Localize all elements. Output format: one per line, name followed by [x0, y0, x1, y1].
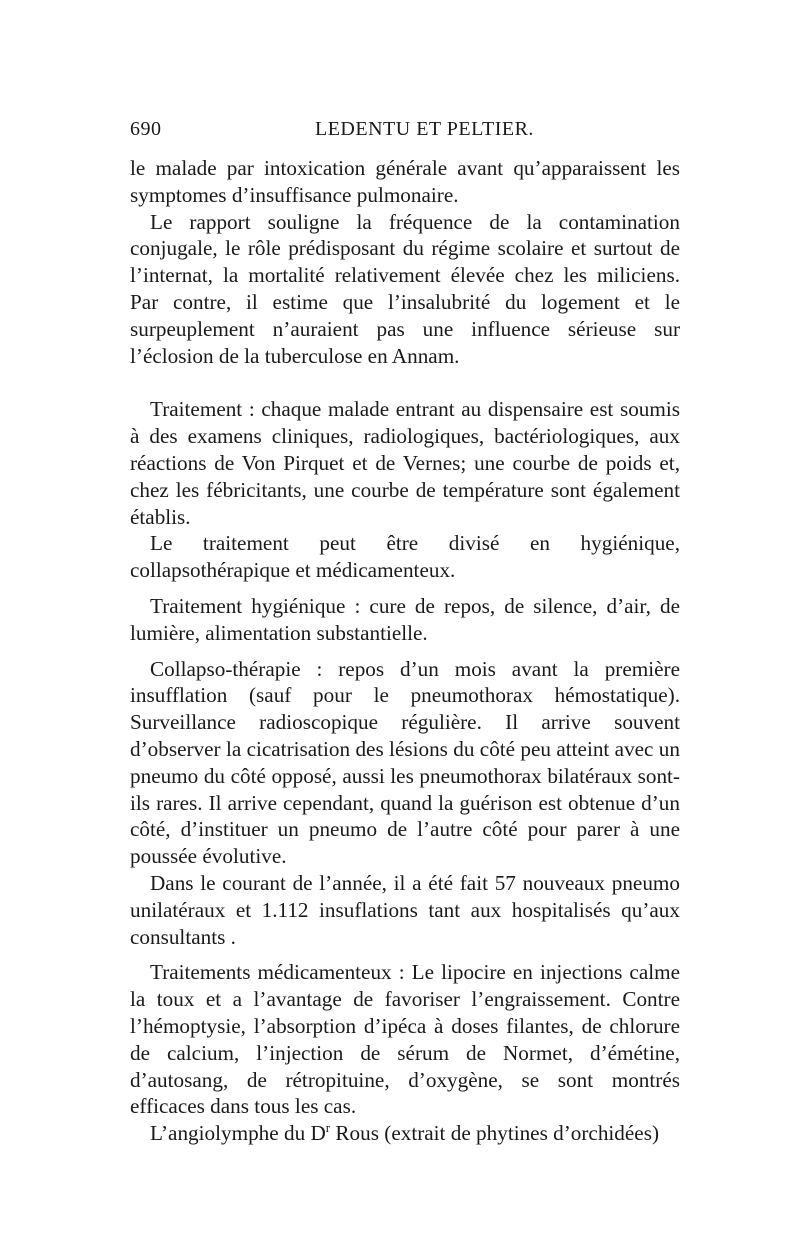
paragraph: Traitement : chaque malade entrant au dispensaire est soumis à des examens cliniques, radiologiques, bactériologiques, aux réactions de Von Pirquet et de Vernes; une courbe de poids et, chez les fébricitants, une courbe de température sont également établis. [130, 397, 680, 529]
running-title: LEDENTU ET PELTIER. [315, 118, 534, 140]
paragraph: Collapso-thérapie : repos d’un mois avant la première insufflation (sauf pour le pneumothorax hémostatique). Surveillance radioscopique régulière. Il arrive souvent d’observer la cicatrisation des lésions du côté peu atteint avec un pneumo du côté opposé, aussi les pneumothorax bilatéraux sont-ils rares. Il arrive cependant, quand la guérison est obtenue d’un côté, d’instituer un pneumo de l’autre côté pour parer à une poussée évolutive. [130, 656, 680, 869]
page-number: 690 [130, 118, 162, 140]
last-line-end: Rous (extrait de phytines d’orchidées) [330, 1121, 660, 1146]
paragraph-last [130, 1120, 680, 1147]
doctor-abbrev-superscript: r [325, 1120, 331, 1136]
paragraph: Traitements médicamenteux : Le lipocire en injections calme la toux et a l’avantage de favoriser l’engraissement. Contre l’hémoptysie, l’absorption d’ipéca à doses filantes, de chlorure de calcium, l’injection de sérum de Normet, d’émétine, d’autosang, de rétropituine, d’oxygène, se sont montrés efficaces dans tous les cas. [130, 960, 680, 1119]
body-text [130, 155, 680, 1147]
paragraph: Le traitement peut être divisé en hygiénique, collapsothérapique et médicamenteux. [130, 531, 680, 583]
paragraph: Traitement hygiénique : cure de repos, de silence, d’air, de lumière, alimentation substantielle. [130, 593, 680, 645]
paragraph: Dans le courant de l’année, il a été fait 57 nouveaux pneumo unilatéraux et 1.112 insuflations tant aux hospitalisés qu’aux consultants . [130, 870, 680, 949]
last-line-start: L’angiolymphe du D [150, 1121, 326, 1146]
paragraph: le malade par intoxication générale avant qu’apparaissent les symptomes d’insuffisance pulmonaire. [130, 156, 680, 207]
page-header [130, 118, 680, 148]
paragraph: Le rapport souligne la fréquence de la contamination conjugale, le rôle prédisposant du régime scolaire et surtout de l’internat, la mortalité relativement élevée chez les miliciens. Par contre, il estime que l’insalubrité du logement et le surpeuplement n’auraient pas une influence sérieuse sur l’éclosion de la tuberculose en Annam. [130, 209, 680, 368]
